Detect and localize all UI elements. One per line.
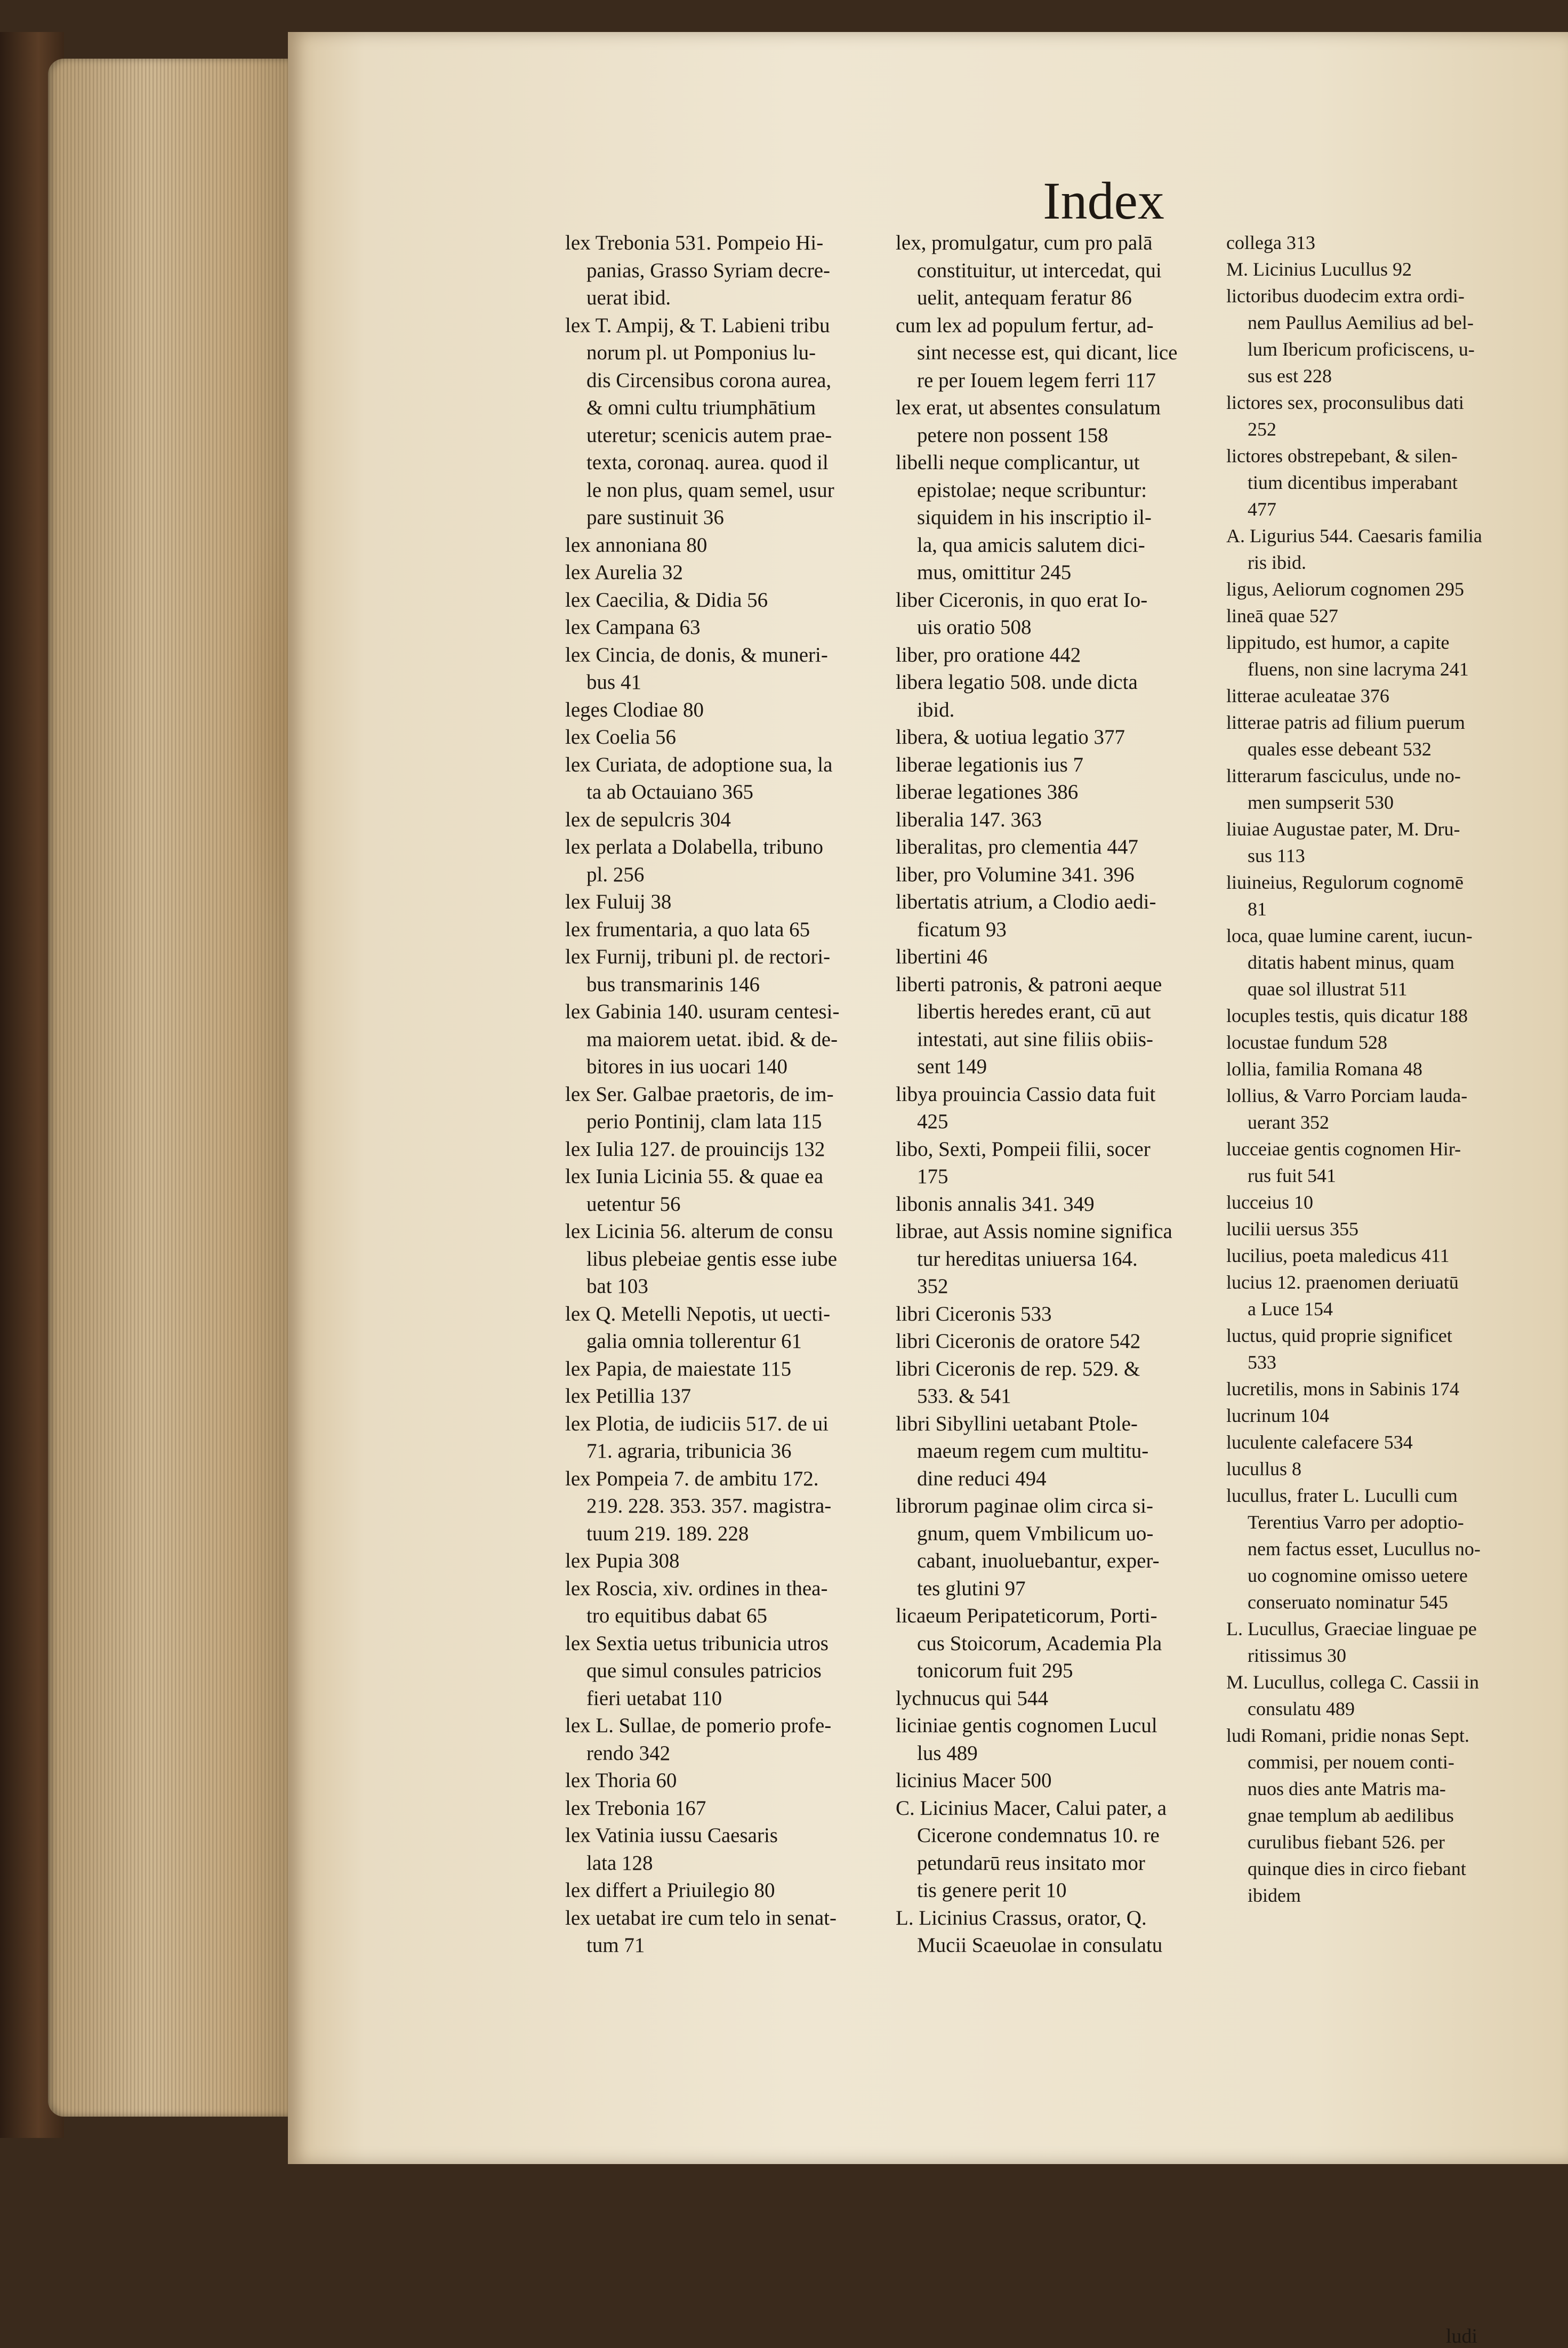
index-entry: [1226, 602, 1525, 629]
index-entry-text: ludi Romani, pridie nonas Sept. commisi, per nouem conti- nuos dies ante Matris ma- gnae templum ab aedilibus curulibus fiebant 526. per quinque dies in circo fiebant ibidem: [1226, 1725, 1469, 1906]
index-entry-text: lucceiae gentis cognomen Hir- rus fuit: [1226, 1138, 1461, 1186]
index-entry-text: licaeum Peripateticorum, Porti- cus Stoicorum, Academia Pla tonicorum fuit: [896, 1604, 1162, 1682]
index-entry-page: 530: [1364, 792, 1394, 813]
index-entry-text: lex Papia, de maiestate: [565, 1357, 756, 1380]
index-entry-text: libonis annalis 341.: [896, 1192, 1058, 1216]
index-entry-text: cum lex ad populum fertur, ad- sint necesse est, qui dicant, lice re per Iouem legem ferri: [896, 313, 1178, 392]
index-entry-text: liber Ciceronis, in quo erat Io- uis oratio: [896, 588, 1148, 639]
index-entry-text: lex Pupia: [565, 1549, 644, 1572]
index-entry-text: libo, Sexti, Pompeii filii, socer 175: [896, 1137, 1151, 1188]
index-entry-text: lex Iunia Licinia 55. & quae ea uetentur: [565, 1165, 824, 1216]
index-entry-text: liberalia 147.: [896, 808, 1006, 831]
index-entry: [1226, 1269, 1525, 1322]
index-entry-page: ibid.: [633, 286, 671, 309]
index-entry: [896, 778, 1248, 806]
index-entry: [896, 723, 1248, 751]
index-entry: [1226, 1322, 1525, 1376]
index-entry-text: lex Licinia 56. alterum de consu libus plebeiae gentis esse iube bat: [565, 1220, 838, 1298]
index-entry-text: luctus, quid proprie significet 533: [1226, 1325, 1452, 1373]
index-entry: [565, 1575, 917, 1630]
index-entry-text: lollius, & Varro Porciam lauda- uerant: [1226, 1085, 1468, 1133]
index-entry: [1226, 1029, 1525, 1056]
index-entry-page: 61: [781, 1330, 802, 1353]
index-entry-text: lex annoniana: [565, 533, 681, 557]
index-entry-text: lex Curiata, de adoptione sua, la ta ab Octauiano: [565, 753, 833, 803]
index-entry-page: 308: [648, 1549, 680, 1572]
index-entry-text: libri Ciceronis: [896, 1302, 1016, 1325]
index-entry-text: liberae legationes: [896, 781, 1042, 803]
index-entry-page: ibid.: [1272, 552, 1307, 573]
index-entry: [565, 1355, 917, 1383]
index-entry: [896, 641, 1248, 669]
index-entry: [896, 861, 1248, 889]
index-entry-page: 489: [946, 1741, 978, 1765]
index-entry-page: 386: [1047, 781, 1079, 803]
index-entry-page: 30: [1327, 1645, 1347, 1666]
index-entry: [565, 1382, 917, 1410]
index-entry-text: lollia, familia Romana: [1226, 1058, 1398, 1080]
index-entry: [565, 1630, 917, 1712]
index-entry-page: 188: [1438, 1005, 1468, 1026]
index-entry: [565, 229, 917, 312]
index-column-2: [896, 229, 1248, 1959]
index-entry-text: lex erat, ut absentes consulatum petere non possent: [896, 396, 1161, 447]
index-entry-page: 103: [617, 1275, 648, 1298]
index-entry-page: 60: [656, 1769, 677, 1792]
index-entry-text: lex Thoria: [565, 1769, 651, 1792]
index-entry-text: liberalitas, pro clementia: [896, 835, 1102, 858]
index-entry: [1226, 922, 1525, 1002]
index-entry-text: libelli neque complicantur, ut epistolae; neque scribuntur: siquidem in his inscriptio il- la, qua amicis salutem dici- mus, omittitur: [896, 451, 1152, 584]
index-entry-page: 489: [1325, 1698, 1355, 1719]
index-entry: [565, 559, 917, 586]
index-entry: [1226, 1242, 1525, 1269]
index-entry: [565, 312, 917, 532]
index-entry-text: librae, aut Assis nomine significa tur hereditas uniuersa 164. 352: [896, 1220, 1172, 1298]
index-entry: [896, 1191, 1248, 1218]
index-entry: [565, 1218, 917, 1300]
index-entry-page: 342: [639, 1741, 671, 1765]
index-entry-page: 115: [761, 1357, 792, 1380]
index-entry: [565, 696, 917, 724]
index-entry: [1226, 1722, 1525, 1909]
index-entry-page: 137: [660, 1385, 691, 1408]
index-entry-page: 541: [1307, 1165, 1336, 1186]
index-entry-page: 365: [722, 781, 753, 803]
index-entry: [896, 1136, 1248, 1191]
index-entry: [1226, 1056, 1525, 1082]
index-entry-text: lucullus, frater L. Luculli cum Terentius Varro per adoptio- nem factus esset, Lucullus no- uo cognomine omisso uetere conseruato nominatur: [1226, 1485, 1481, 1613]
index-entry: [896, 1602, 1248, 1685]
index-entry-page: 71: [624, 1934, 645, 1957]
index-entry-text: loca, quae lumine carent, iucun- ditatis habent minus, quam quae sol illustrat: [1226, 925, 1473, 1000]
index-entry-text: lippitudo, est humor, a capite fluens, non sine lacryma: [1226, 632, 1450, 680]
index-entry-text: lucilii uersus: [1226, 1218, 1325, 1240]
index-entry: [565, 1795, 917, 1822]
index-entry-text: lex Iulia 127. de prouincijs: [565, 1137, 789, 1161]
index-entry-text: L. Lucullus, Graeciae linguae pe ritissimus: [1226, 1618, 1477, 1666]
index-entry-text: libri Sibyllini uetabant Ptole- maeum regem cum multitu- dine reduci: [896, 1412, 1149, 1490]
index-entry: [896, 1492, 1248, 1602]
index-entry-text: lex Aurelia: [565, 561, 657, 584]
index-entry-text: litterae aculeatae: [1226, 685, 1356, 706]
index-entry-page: 241: [1440, 658, 1469, 680]
index-entry-page: 396: [1103, 863, 1135, 886]
index-entry-page: 46: [967, 945, 988, 968]
index-entry: [896, 1328, 1248, 1355]
index-entry: [1226, 443, 1525, 522]
index-entry: [565, 1163, 917, 1218]
index-entry-text: lucrinum: [1226, 1405, 1296, 1426]
index-entry: [565, 723, 917, 751]
index-entry-text: lex L. Sullae, de pomerio profe- rendo: [565, 1714, 832, 1765]
index-entry-page: 48: [1403, 1058, 1422, 1080]
index-entry: [565, 641, 917, 696]
index-entry-text: lex Q. Metelli Nepotis, ut uecti- galia omnia tollerentur: [565, 1302, 831, 1353]
index-entry-page: 442: [1049, 643, 1081, 666]
index-entry-text: lictores obstrepebant, & silen- tium dicentibus imperabant 477: [1226, 445, 1458, 520]
index-entry-page: 97: [1004, 1577, 1026, 1600]
index-entry-text: liuiae Augustae pater, M. Dru- sus: [1226, 818, 1460, 866]
index-entry-page: 355: [1329, 1218, 1358, 1240]
index-entry-text: lex differt a Priuilegio: [565, 1879, 749, 1902]
index-entry-text: libera legatio 508. unde dicta ibid.: [896, 671, 1138, 721]
index-entry-text: lex Roscia, xiv. ordines in thea- tro equitibus dabat: [565, 1577, 828, 1627]
index-entry-text: lucullus: [1226, 1458, 1287, 1479]
index-entry: [1226, 1216, 1525, 1242]
index-entry-text: libri Ciceronis de oratore: [896, 1330, 1104, 1353]
index-entry-text: lex Cincia, de donis, & muneri- bus: [565, 643, 828, 694]
index-entry-text: M. Licinius Lucullus: [1226, 259, 1388, 280]
index-entry-text: lex Fuluij: [565, 890, 646, 913]
index-entry-text: lex Caecilia, & Didia: [565, 588, 742, 612]
index-entry: [1226, 1402, 1525, 1429]
index-entry: [565, 943, 917, 998]
index-entry-text: lex perlata a Dolabella, tribuno pl.: [565, 835, 824, 886]
index-entry: [896, 669, 1248, 723]
index-entry-text: liuineius, Regulorum cognomē 81: [1226, 872, 1464, 920]
index-entry-text: locuples testis, quis dicatur: [1226, 1005, 1434, 1026]
index-entry-page: 377: [1093, 726, 1125, 749]
index-entry: [1226, 1669, 1525, 1722]
index-entry-page: 56: [660, 1192, 681, 1216]
index-entry: [1226, 1615, 1525, 1669]
index-entry: [1226, 522, 1525, 576]
index-entry-page: 158: [1077, 423, 1108, 447]
index-entry-page: 115: [791, 1110, 822, 1133]
index-entry: [1226, 1376, 1525, 1402]
index-entry: [896, 1685, 1248, 1712]
index-entry: [1226, 869, 1525, 922]
index-entry-text: lineā quae: [1226, 605, 1305, 626]
index-entry-page: 154: [1304, 1298, 1333, 1320]
index-entry-page: 528: [1358, 1032, 1387, 1053]
index-entry-page: 295: [1041, 1659, 1073, 1682]
index-entry: [896, 1218, 1248, 1300]
index-entry-page: 500: [1020, 1769, 1052, 1792]
index-entry-text: lex Pompeia 7. de ambitu 172. 219. 228. 353. 357. magistra- tuum 219. 189.: [565, 1467, 832, 1545]
index-entry-text: lictores sex, proconsulibus dati 252: [1226, 392, 1464, 440]
index-entry: [1226, 682, 1525, 709]
index-entry-page: 352: [1300, 1112, 1329, 1133]
index-entry-page: 86: [1111, 286, 1132, 309]
index-entry: [565, 1877, 917, 1904]
index-entry-page: 38: [650, 890, 672, 913]
index-entry-page: 245: [1040, 561, 1072, 584]
index-entry: [565, 532, 917, 559]
index-entry-page: 511: [1379, 978, 1408, 1000]
index-entry: [1226, 1002, 1525, 1029]
index-entry-page: 228: [1303, 365, 1332, 387]
index-entry: [896, 833, 1248, 861]
index-entry: [1226, 576, 1525, 602]
index-entry: [896, 1081, 1248, 1136]
index-entry-text: lex uetabat ire cum telo in senat- tum: [565, 1906, 837, 1957]
index-entry-page: 80: [686, 533, 707, 557]
index-entry: [565, 1767, 917, 1795]
index-entry-text: liciniae gentis cognomen Lucul lus: [896, 1714, 1157, 1765]
index-entry-page: 113: [1277, 845, 1305, 866]
index-entry-page: 80: [682, 698, 704, 721]
index-entry-page: 149: [955, 1055, 987, 1078]
index-entry-page: 65: [789, 918, 810, 941]
index-entry-text: lucceius: [1226, 1192, 1289, 1213]
index-entry-text: lex Trebonia: [565, 1796, 670, 1820]
index-entry: [565, 1712, 917, 1767]
index-entry-text: lex Sextia uetus tribunicia utros que simul consules patricios fieri uetabat: [565, 1631, 829, 1710]
index-entry-text: lex Campana: [565, 616, 674, 639]
index-entry: [1226, 1189, 1525, 1216]
index-entry-text: lex de sepulcris: [565, 808, 695, 831]
index-entry-text: lex Petillia: [565, 1385, 655, 1408]
index-entry-page: 56: [655, 726, 676, 749]
index-entry-page: 36: [770, 1440, 792, 1462]
index-entry: [896, 971, 1248, 1081]
index-entry-text: lictoribus duodecim extra ordi- nem Paullus Aemilius ad bel- lum Ibericum proficiscens, u- sus est: [1226, 285, 1475, 387]
index-entry: [565, 1081, 917, 1136]
index-entry-page: 532: [1402, 738, 1432, 760]
index-entry: [896, 1767, 1248, 1795]
index-entry-page: 174: [1430, 1378, 1459, 1400]
index-entry-text: licinius Macer: [896, 1769, 1016, 1792]
index-entry-text: lex Gabinia 140. usuram centesi- ma maiorem uetat. ibid. & de- bitores in ius uocari: [565, 1000, 840, 1078]
index-entry: [1226, 256, 1525, 283]
index-entry-page: 167: [674, 1796, 706, 1820]
index-entry-text: A. Ligurius 544. Caesaris familia ris: [1226, 525, 1482, 573]
index-entry-text: libertatis atrium, a Clodio aedi- ficatum: [896, 890, 1156, 941]
index-entry-page: 92: [1392, 259, 1412, 280]
index-entry-page: 256: [613, 863, 645, 886]
index-entry-page: 128: [622, 1851, 653, 1875]
index-entry-text: lex Coelia: [565, 726, 650, 749]
index-entry: [565, 1904, 917, 1959]
index-entry-page: 32: [662, 561, 683, 584]
index-entry: [896, 806, 1248, 834]
index-entry-page: 41: [620, 671, 641, 694]
index-entry-text: libertini: [896, 945, 962, 968]
index-entry: [1226, 629, 1525, 682]
index-entry-page: 534: [1384, 1432, 1413, 1453]
index-entry-page: 63: [679, 616, 701, 639]
index-column-3: [1226, 229, 1525, 1909]
index-entry-page: 93: [985, 918, 1007, 941]
index-entry-text: liber, pro Volumine 341.: [896, 863, 1098, 886]
index-entry-text: L. Licinius Crassus, orator, Q. Mucii Scaeuolae in consulatu: [896, 1906, 1163, 1957]
index-entry-text: lex Vatinia iussu Caesaris lata: [565, 1824, 778, 1875]
index-entry-page: 132: [793, 1137, 825, 1161]
index-entry: [565, 1410, 917, 1465]
index-entry-page: 36: [703, 506, 724, 529]
running-head: Index: [1043, 171, 1164, 230]
index-entry-text: lychnucus qui: [896, 1686, 1012, 1710]
index-entry-page: 10: [1046, 1879, 1067, 1902]
index-entry-text: lex Plotia, de iudiciis 517. de ui 71. agraria, tribunicia: [565, 1412, 829, 1462]
index-entry-page: 542: [1109, 1330, 1141, 1353]
index-entry-text: lex frumentaria, a quo lata: [565, 918, 784, 941]
index-entry-text: lex Ser. Galbae praetoris, de im- perio Pontinij, clam lata: [565, 1082, 834, 1133]
index-entry-page: 140: [756, 1055, 787, 1078]
index-entry-text: librorum paginae olim circa si- gnum, quem Vmbilicum uo- cabant, inuoluebantur, exper- tes glutini: [896, 1494, 1160, 1600]
index-entry: [565, 614, 917, 641]
index-entry: [565, 916, 917, 944]
index-entry-page: 376: [1360, 685, 1389, 706]
index-entry-text: lucilius, poeta maledicus: [1226, 1245, 1417, 1266]
index-entry-text: libera, & uotiua legatio: [896, 726, 1089, 749]
index-entry: [565, 1822, 917, 1877]
index-entry-page: 80: [754, 1879, 775, 1902]
index-entry: [1226, 709, 1525, 762]
index-entry: [1226, 1429, 1525, 1456]
index-entry: [896, 394, 1248, 449]
index-entry-page: 8: [1292, 1458, 1301, 1479]
index-entry: [565, 888, 917, 916]
index-entry-text: leges Clodiae: [565, 698, 678, 721]
index-entry-text: locustae fundum: [1226, 1032, 1354, 1053]
index-entry-page: 447: [1107, 835, 1138, 858]
index-entry-text: liber, pro oratione: [896, 643, 1044, 666]
index-entry-text: lex Trebonia 531. Pompeio Hi- panias, Grasso Syriam decre- uerat: [565, 231, 831, 309]
index-entry-text: lex Furnij, tribuni pl. de rectori- bus transmarinis: [565, 945, 831, 996]
index-entry: [565, 998, 917, 1081]
index-entry-text: M. Lucullus, collega C. Cassii in consulatu: [1226, 1671, 1479, 1719]
index-entry: [896, 449, 1248, 586]
catchword: ludi: [1446, 2325, 1478, 2347]
index-entry: [896, 1712, 1248, 1767]
index-entry: [896, 312, 1248, 395]
index-entry: [896, 943, 1248, 971]
index-column-1: [565, 229, 917, 1959]
index-entry-text: liberae legationis ius: [896, 753, 1068, 776]
index-entry-text: lex T. Ampij, & T. Labieni tribu norum pl. ut Pomponius lu- dis Circensibus corona aurea, & omni cultu triumphātium uteretur; scenicis autem prae- texta, coronaq. aurea. quod il le non plus, quam semel, usur pare sustinuit: [565, 313, 834, 529]
index-entry: [896, 888, 1248, 943]
index-entry: [565, 586, 917, 614]
index-entry-page: 104: [1300, 1405, 1329, 1426]
index-entry-page: 56: [747, 588, 768, 612]
index-entry: [1226, 1082, 1525, 1136]
index-entry-page: 349: [1063, 1192, 1095, 1216]
index-entry-page: 545: [1419, 1591, 1448, 1613]
index-entry-page: 527: [1309, 605, 1338, 626]
index-entry-page: 363: [1010, 808, 1042, 831]
index-entry-page: 117: [1125, 368, 1156, 392]
index-entry-text: libri Ciceronis de rep. 529. & 533. & 541: [896, 1357, 1140, 1408]
index-entry-page: 533: [1020, 1302, 1052, 1325]
index-entry-page: 228: [717, 1522, 749, 1545]
index-entry-page: 313: [1286, 232, 1315, 253]
index-entry-text: luculente calefacere: [1226, 1432, 1379, 1453]
index-entry-text: litterarum fasciculus, unde no- men sumpserit: [1226, 765, 1461, 813]
index-entry: [896, 751, 1248, 779]
index-entry: [565, 751, 917, 806]
index-entry: [565, 1547, 917, 1575]
index-entry: [896, 229, 1248, 312]
index-entry: [896, 1355, 1248, 1410]
index-entry-page: 304: [699, 808, 731, 831]
index-entry-text: lucretilis, mons in Sabinis: [1226, 1378, 1426, 1400]
index-entry-page: 10: [1293, 1192, 1313, 1213]
index-entry: [565, 1136, 917, 1163]
index-entry-page: 508: [1000, 616, 1032, 639]
index-entry: [565, 1300, 917, 1355]
index-entry: [1226, 762, 1525, 816]
index-entry-page: 494: [1015, 1467, 1047, 1490]
index-entry-page: 411: [1421, 1245, 1450, 1266]
index-entry-text: C. Licinius Macer, Calui pater, a Cicerone condemnatus 10. re petundarū reus insitato mor tis genere perit: [896, 1796, 1167, 1902]
index-entry-page: 544: [1017, 1686, 1048, 1710]
index-entry: [1226, 1456, 1525, 1482]
index-entry: [1226, 1136, 1525, 1189]
index-entry-page: 146: [728, 972, 760, 996]
index-entry-page: 7: [1073, 753, 1083, 776]
index-entry: [565, 833, 917, 888]
index-entry-text: ligus, Aeliorum cognomen: [1226, 578, 1430, 600]
index-entry: [565, 806, 917, 834]
index-entry: [565, 1465, 917, 1548]
index-entry-text: lucius 12. praenomen deriuatū a Luce: [1226, 1272, 1459, 1320]
index-entry: [1226, 1482, 1525, 1615]
index-entry: [896, 1410, 1248, 1493]
page-fore-edge: [48, 59, 299, 2117]
index-entry: [896, 1904, 1248, 1959]
index-entry-text: liberti patronis, & patroni aeque libertis heredes erant, cū aut intestati, aut sine filiis obiis- sent: [896, 972, 1162, 1078]
index-entry-page: 65: [746, 1604, 768, 1627]
index-entry-text: lex, promulgatur, cum pro palā constituitur, ut intercedat, qui uelit, antequam feratur: [896, 231, 1162, 309]
index-entry: [1226, 816, 1525, 869]
index-entry-page: 110: [691, 1686, 722, 1710]
index-entry-text: libya prouincia Cassio data fuit 425: [896, 1082, 1156, 1133]
index-entry-text: collega: [1226, 232, 1282, 253]
index-entry-page: 295: [1435, 578, 1464, 600]
index-entry-text: litterae patris ad filium puerum quales esse debeant: [1226, 712, 1465, 760]
index-entry: [1226, 229, 1525, 256]
index-entry: [1226, 389, 1525, 443]
index-entry: [896, 1795, 1248, 1904]
index-entry: [896, 1300, 1248, 1328]
index-entry: [896, 586, 1248, 641]
index-entry: [1226, 283, 1525, 389]
